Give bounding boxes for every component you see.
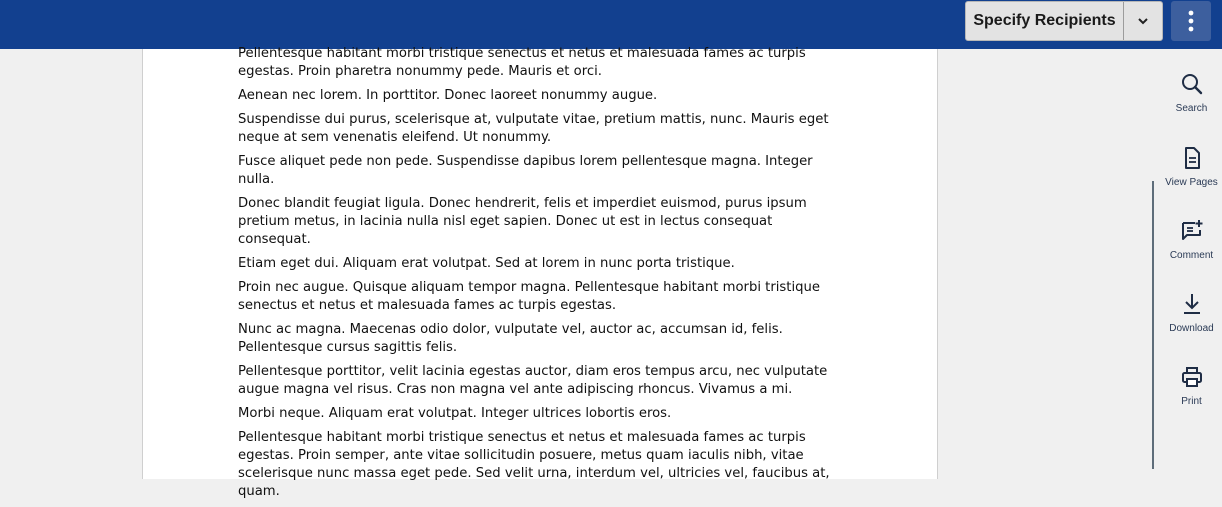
rail-item-view-pages[interactable] [1161,146,1222,188]
rail-item-label: Print [1181,396,1202,407]
rail-item-download[interactable] [1161,292,1222,334]
document-icon [1180,146,1204,170]
top-toolbar [0,0,1222,49]
kebab-menu-icon [1188,10,1194,32]
rail-item-comment[interactable] [1161,219,1222,261]
more-options-button[interactable] [1171,1,1211,41]
specify-recipients-split-button [965,1,1163,41]
page-text [238,45,848,507]
document-page [142,46,938,499]
paragraph: Nunc ac magna. Maecenas odio dolor, vulputate vel, auctor ac, accumsan id, felis. Pellentesque cursus sagittis felis. [238,322,783,355]
specify-recipients-button[interactable]: Specify Recipients [966,2,1124,40]
paragraph: Fusce aliquet pede non pede. Suspendisse dapibus lorem pellentesque magna. Integer nulla. [238,154,813,187]
panel-divider[interactable] [1152,181,1154,469]
right-tool-rail [1161,49,1222,469]
paragraph: Pellentesque habitant morbi tristique senectus et netus et malesuada fames ac turpis egestas. Proin semper, ante vitae sollicitudin posuere, metus quam iaculis nibh, vitae scelerisque nunc massa eget pede. Sed velit urna, interdum vel, ultricies vel, faucibus at, quam. [238,430,830,499]
rail-item-label: Search [1175,103,1208,114]
paragraph: Proin nec augue. Quisque aliquam tempor magna. Pellentesque habitant morbi tristique senectus et netus et malesuada fames ac turpis egestas. [238,280,820,313]
rail-item-label: Comment [1169,250,1214,261]
printer-icon [1180,365,1204,389]
document-viewer[interactable] [0,46,1152,499]
download-icon [1180,292,1204,316]
rail-item-label: Download [1169,323,1214,334]
paragraph: Pellentesque porttitor, velit lacinia egestas auctor, diam eros tempus arcu, nec vulputate augue magna vel risus. Cras non magna vel ante adipiscing rhoncus. Vivamus a mi. [238,364,828,397]
paragraph: Pellentesque habitant morbi tristique senectus et netus et malesuada fames ac turpis egestas. Proin pharetra nonummy pede. Mauris et orci. [238,46,806,79]
comment-add-icon [1180,219,1204,243]
rail-item-print[interactable] [1161,365,1222,407]
paragraph: Aenean nec lorem. In porttitor. Donec laoreet nonummy augue. [238,88,658,103]
paragraph: Morbi neque. Aliquam erat volutpat. Integer ultrices lobortis eros. [238,406,672,421]
rail-item-search[interactable] [1161,72,1222,114]
paragraph: Donec blandit feugiat ligula. Donec hendrerit, felis et imperdiet euismod, purus ipsum pretium metus, in lacinia nulla nisl eget sapien. Donec ut est in lectus consequat consequat. [238,196,807,247]
paragraph: Suspendisse dui purus, scelerisque at, vulputate vitae, pretium mattis, nunc. Mauris eget neque at sem venenatis eleifend. Ut nonummy. [238,112,829,145]
paragraph: Etiam eget dui. Aliquam erat volutpat. Sed at lorem in nunc porta tristique. [238,256,735,271]
chevron-down-icon [1136,14,1150,28]
rail-item-label: View Pages [1165,177,1218,188]
specify-recipients-dropdown-toggle[interactable] [1124,2,1162,40]
search-icon [1180,72,1204,96]
